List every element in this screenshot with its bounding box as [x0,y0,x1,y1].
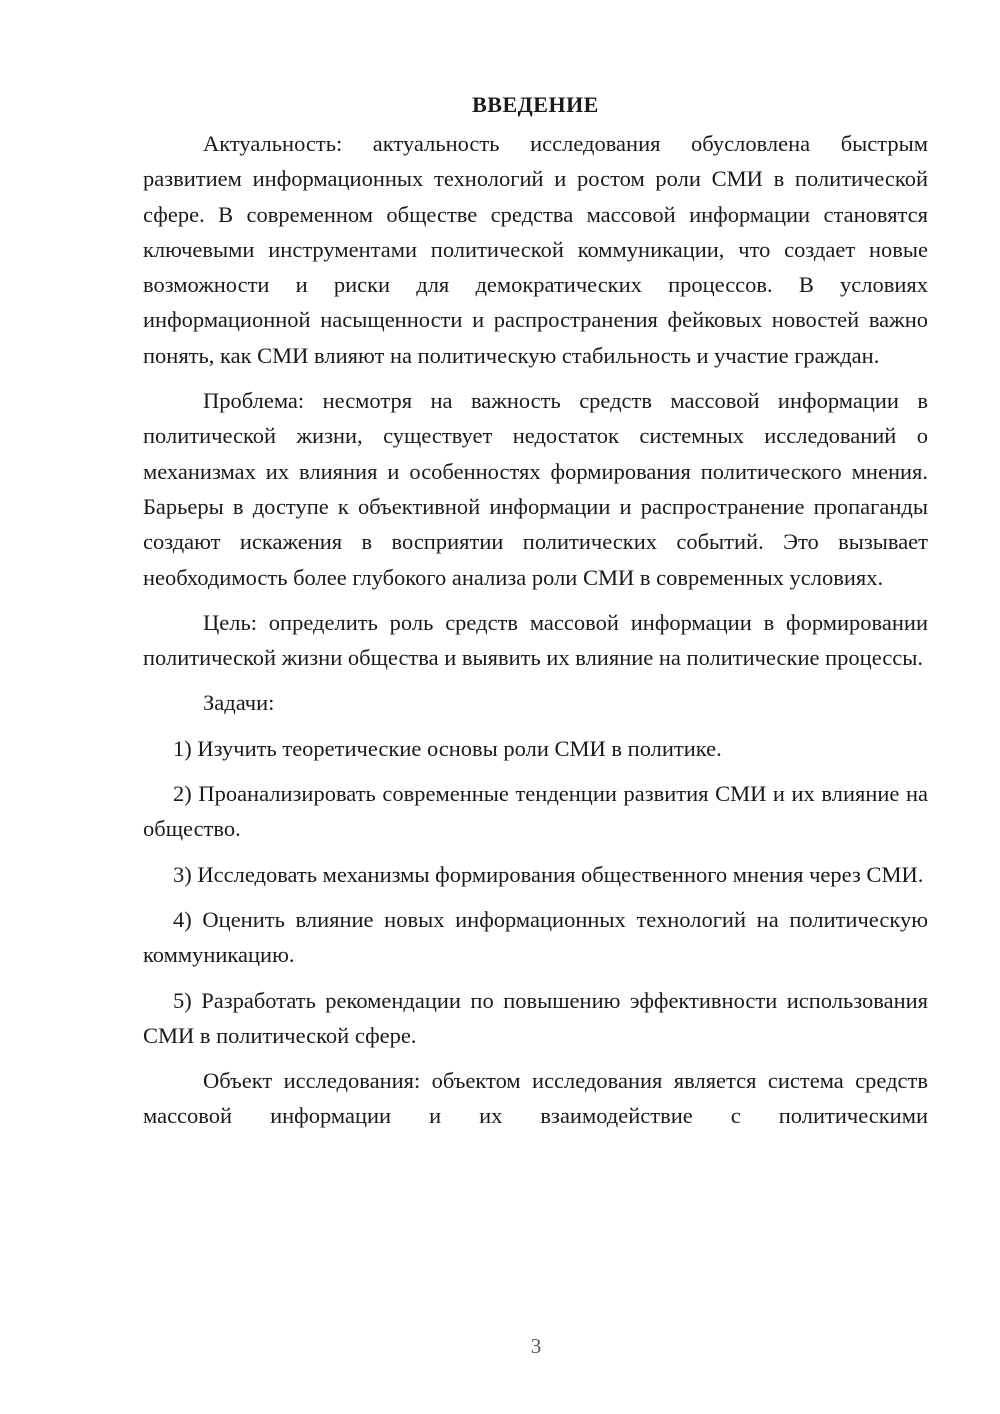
relevance-paragraph: Актуальность: актуальность исследования обусловлена быстрым развитием информационных технологий и ростом роли СМИ в политической сфере. В современном обществе средства массовой информации становятся ключевыми инструментами политической коммуникации, что создает новые возможности и риски для демократических процессов. В условиях информационной насыщенности и распространения фейковых новостей важно понять, как СМИ влияют на политическую стабильность и участие граждан. [143,131,928,368]
task-item: 5) Разработать рекомендации по повышению эффективности использования СМИ в политической сфере. [143,987,928,1048]
problem-paragraph: Проблема: несмотря на важность средств массовой информации в политической жизни, существует недостаток системных исследований о механизмах их влияния и особенностях формирования политического мнения. Барьеры в доступе к объективной информации и распространение пропаганды создают искажения в восприятии политических событий. Это вызывает необходимость более глубокого анализа роли СМИ в современных условиях. [143,388,928,590]
tasks-heading: Задачи: [203,690,275,716]
task-item: 3) Исследовать механизмы формирования общественного мнения через СМИ. [173,861,924,887]
task-item: 2) Проанализировать современные тенденции развития СМИ и их влияние на общество. [143,781,928,842]
object-paragraph: Объект исследования: объектом исследования является система средств массовой информации и их взаимодействие с политическими [143,1068,928,1129]
page-number: 3 [530,1334,542,1358]
goal-paragraph: Цель: определить роль средств массовой информации в формировании политической жизни общества и выявить их влияние на политические процессы. [143,609,928,671]
task-item: 1) Изучить теоретические основы роли СМИ в политике. [173,735,722,761]
section-title: ВВЕДЕНИЕ [472,92,599,117]
document-page [143,90,928,1134]
task-item: 4) Оценить влияние новых информационных технологий на политическую коммуникацию. [143,906,928,968]
